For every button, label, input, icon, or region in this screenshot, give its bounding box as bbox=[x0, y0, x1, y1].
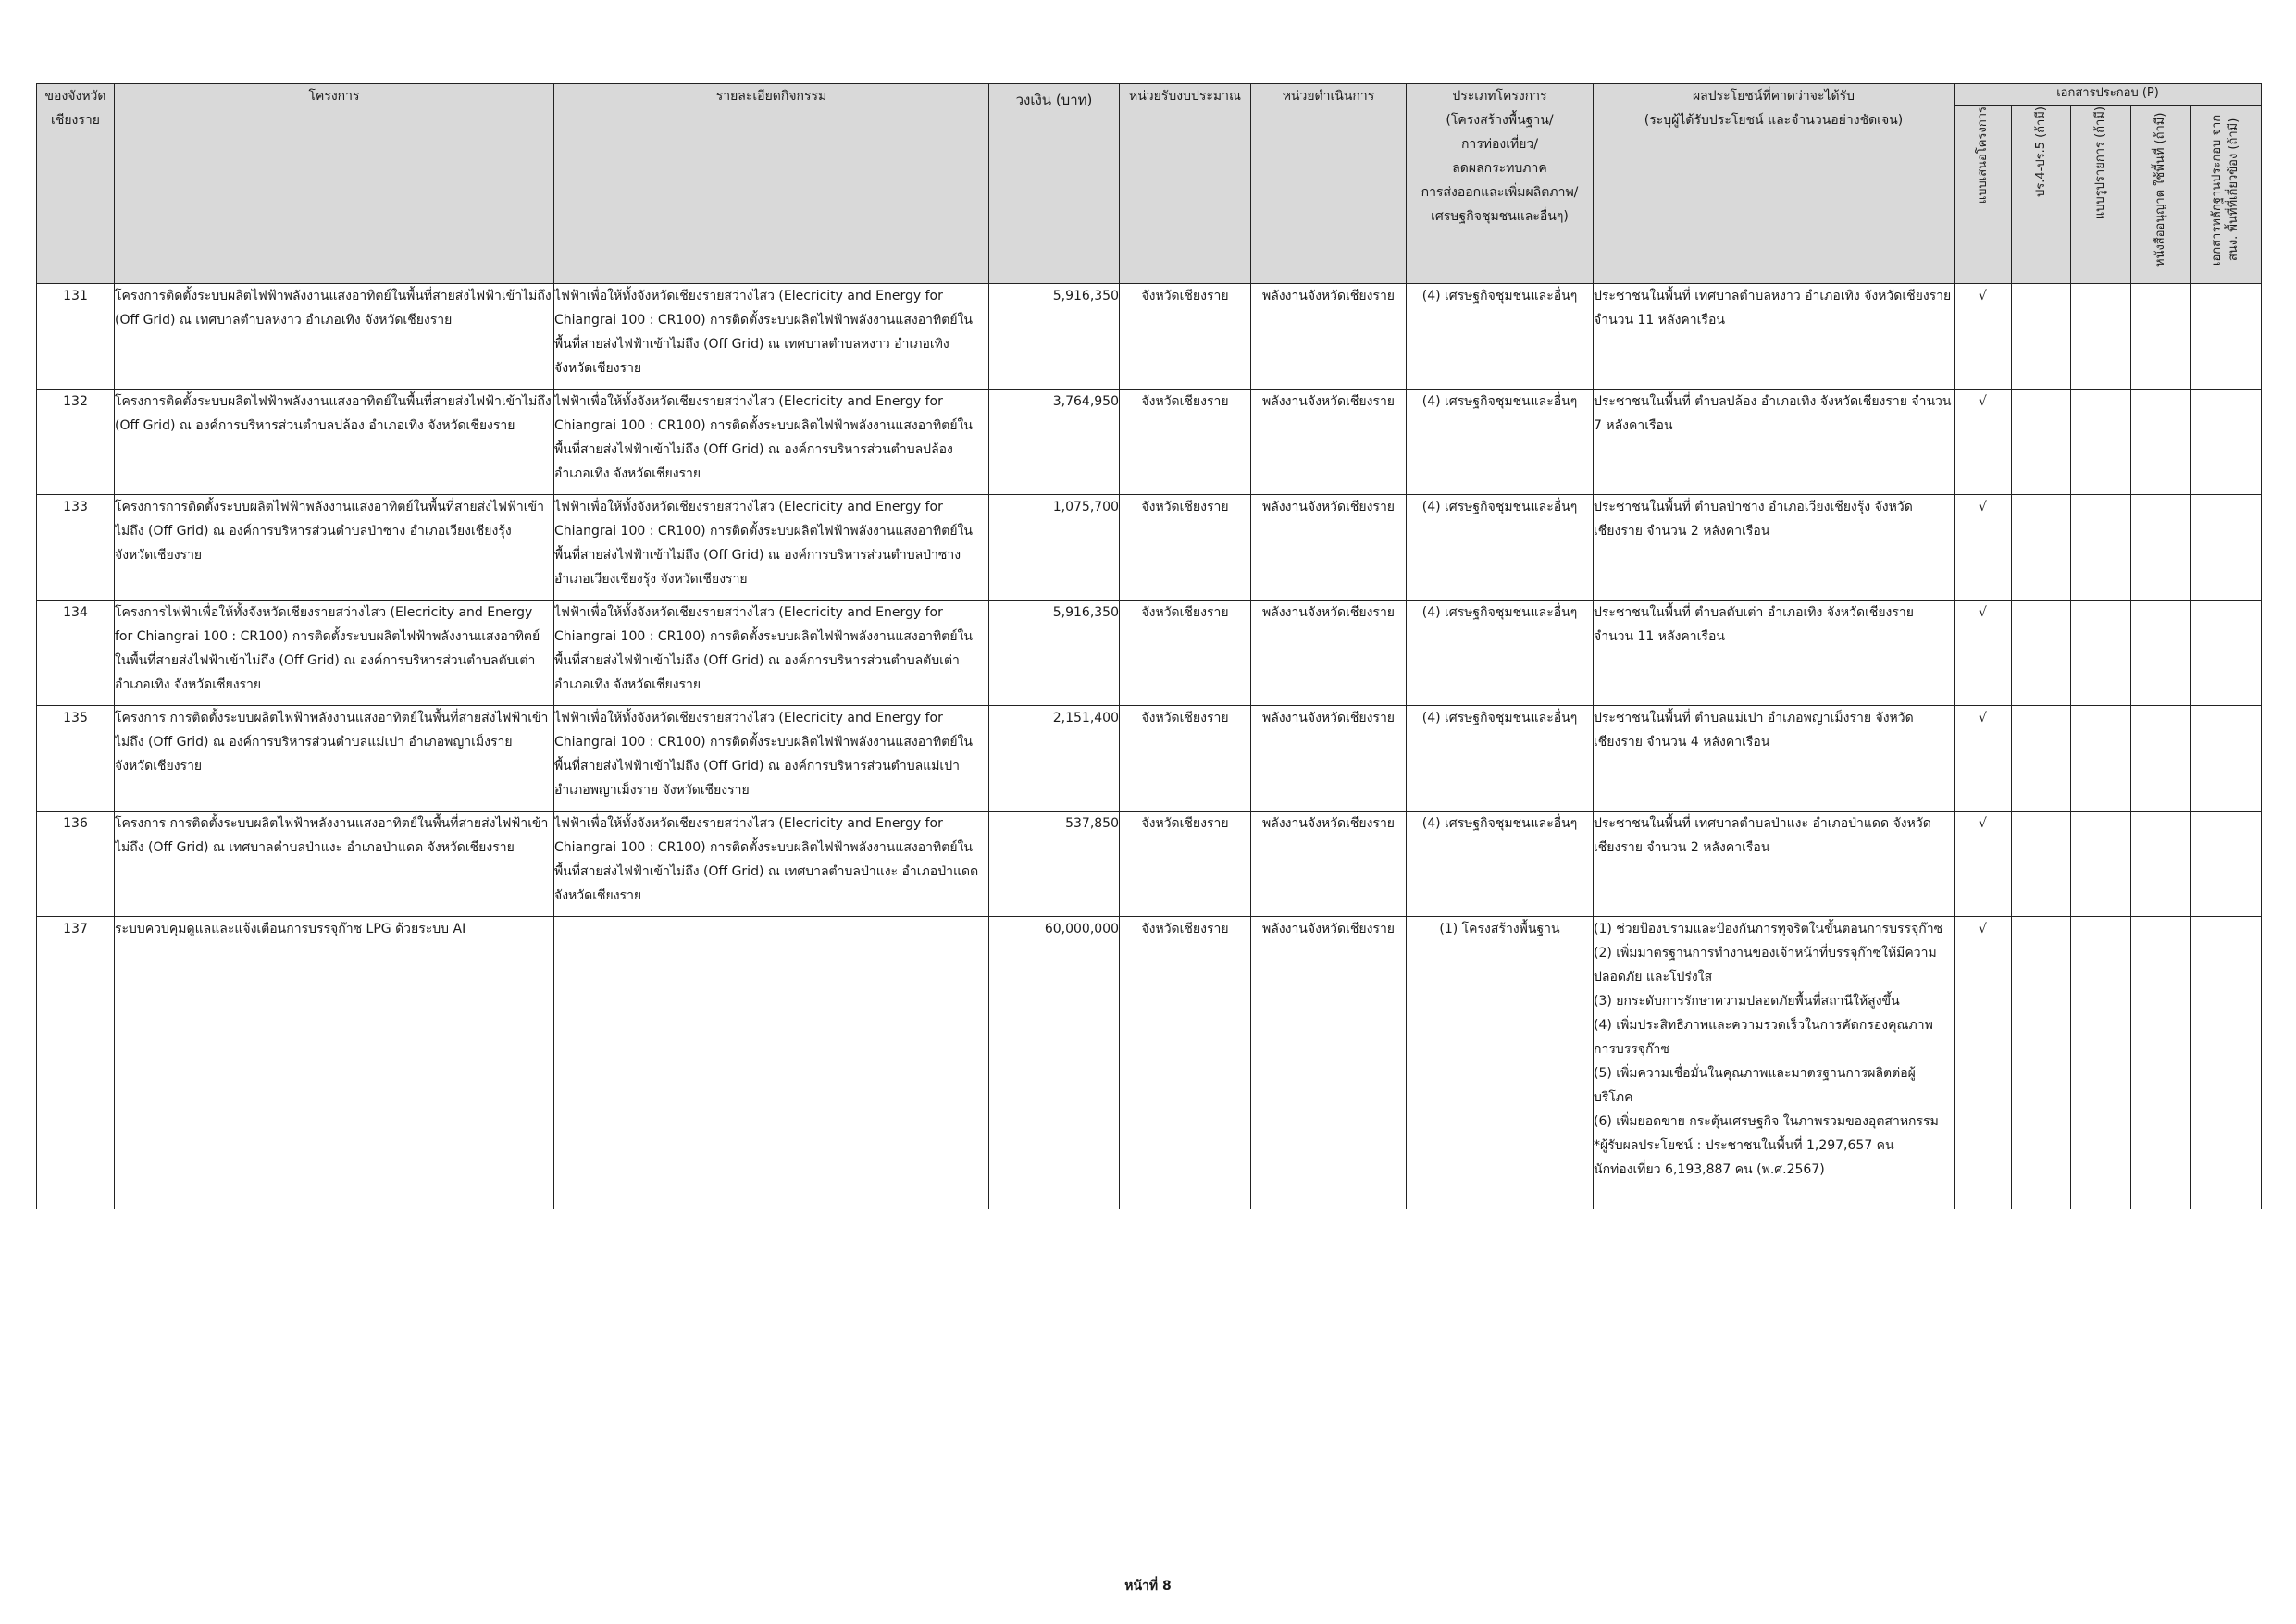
cell-benefit: ประชาชนในพื้นที่ ตำบลป่าซาง อำเภอเวียงเชียงรุ้ง จังหวัดเชียงราย จำนวน 2 หลังคาเรือน bbox=[1594, 495, 1955, 601]
cell-check-proposal: √ bbox=[1955, 390, 2012, 495]
cell-exec-unit: พลังงานจังหวัดเชียงราย bbox=[1251, 495, 1407, 601]
cell-project: โครงการการติดตั้งระบบผลิตไฟฟ้าพลังงานแสงอาทิตย์ในพื้นที่สายส่งไฟฟ้าเข้าไม่ถึง (Off Grid) ณ องค์การบริหารส่วนตำบลป่าซาง อำเภอเวียงเชียงรุ้ง จังหวัดเชียงราย bbox=[115, 495, 554, 601]
table-row bbox=[37, 284, 2262, 390]
header-type: ประเภทโครงการ (โครงสร้างพื้นฐาน/ การท่องเที่ยว/ ลดผลกระทบภาค การส่งออกและเพิ่มผลิตภาพ/ เศรษฐกิจชุมชนและอื่นๆ) bbox=[1407, 84, 1594, 284]
cell-benefit: ประชาชนในพื้นที่ เทศบาลตำบลหงาว อำเภอเทิง จังหวัดเชียงราย จำนวน 11 หลังคาเรือน bbox=[1594, 284, 1955, 390]
table-row bbox=[37, 495, 2262, 601]
cell-exec-unit: พลังงานจังหวัดเชียงราย bbox=[1251, 284, 1407, 390]
cell-doc-drawings bbox=[2071, 390, 2131, 495]
cell-doc-por bbox=[2012, 601, 2071, 706]
header-no: ของจังหวัด เชียงราย bbox=[37, 84, 115, 284]
cell-doc-permit bbox=[2131, 601, 2191, 706]
cell-check-proposal: √ bbox=[1955, 495, 2012, 601]
cell-benefit: ประชาชนในพื้นที่ ตำบลตับเต่า อำเภอเทิง จังหวัดเชียงราย จำนวน 11 หลังคาเรือน bbox=[1594, 601, 1955, 706]
cell-benefit: (1) ช่วยป้องปรามและป้องกันการทุจริตในขั้นตอนการบรรจุก๊าซ (2) เพิ่มมาตรฐานการทำงานของเจ้าหน้าที่บรรจุก๊าซให้มีความปลอดภัย และโปร่งใส (3) ยกระดับการรักษาความปลอดภัยพื้นที่สถานีให้สูงขึ้น (4) เพิ่มประสิทธิภาพและความรวดเร็วในการคัดกรองคุณภาพการบรรจุก๊าซ (5) เพิ่มความเชื่อมั่นในคุณภาพและมาตรฐานการผลิตต่อผู้บริโภค (6) เพิ่มยอดขาย กระตุ้นเศรษฐกิจ ในภาพรวมของอุตสาหกรรม *ผู้รับผลประโยชน์ : ประชาชนในพื้นที่ 1,297,657 คน นักท่องเที่ยว 6,193,887 คน (พ.ศ.2567) bbox=[1594, 917, 1955, 1209]
cell-type: (4) เศรษฐกิจชุมชนและอื่นๆ bbox=[1407, 812, 1594, 917]
header-docs-group: เอกสารประกอบ (P) bbox=[1955, 84, 2262, 106]
cell-type: (4) เศรษฐกิจชุมชนและอื่นๆ bbox=[1407, 601, 1594, 706]
cell-no: 133 bbox=[37, 495, 115, 601]
table-row bbox=[37, 917, 2262, 1209]
cell-project: โครงการ การติดตั้งระบบผลิตไฟฟ้าพลังงานแสงอาทิตย์ในพื้นที่สายส่งไฟฟ้าเข้าไม่ถึง (Off Grid) ณ องค์การบริหารส่วนตำบลแม่เปา อำเภอพญาเม็งราย จังหวัดเชียงราย bbox=[115, 706, 554, 812]
cell-check-proposal: √ bbox=[1955, 284, 2012, 390]
cell-project: โครงการติดตั้งระบบผลิตไฟฟ้าพลังงานแสงอาทิตย์ในพื้นที่สายส่งไฟฟ้าเข้าไม่ถึง (Off Grid) ณ องค์การบริหารส่วนตำบลปล้อง อำเภอเทิง จังหวัดเชียงราย bbox=[115, 390, 554, 495]
cell-check-proposal: √ bbox=[1955, 812, 2012, 917]
cell-doc-drawings bbox=[2071, 495, 2131, 601]
cell-doc-drawings bbox=[2071, 601, 2131, 706]
cell-doc-evidence bbox=[2191, 706, 2262, 812]
cell-exec-unit: พลังงานจังหวัดเชียงราย bbox=[1251, 917, 1407, 1209]
cell-benefit: ประชาชนในพื้นที่ ตำบลปล้อง อำเภอเทิง จังหวัดเชียงราย จำนวน 7 หลังคาเรือน bbox=[1594, 390, 1955, 495]
cell-doc-por bbox=[2012, 495, 2071, 601]
cell-type: (4) เศรษฐกิจชุมชนและอื่นๆ bbox=[1407, 706, 1594, 812]
cell-benefit: ประชาชนในพื้นที่ ตำบลแม่เปา อำเภอพญาเม็งราย จังหวัดเชียงราย จำนวน 4 หลังคาเรือน bbox=[1594, 706, 1955, 812]
cell-detail bbox=[554, 917, 989, 1209]
cell-detail: ไฟฟ้าเพื่อให้ทั้งจังหวัดเชียงรายสว่างไสว (Elecricity and Energy for Chiangrai 100 : CR100) การติดตั้งระบบผลิตไฟฟ้าพลังงานแสงอาทิตย์ในพื้นที่สายส่งไฟฟ้าเข้าไม่ถึง (Off Grid) ณ เทศบาลตำบลป่าแงะ อำเภอป่าแดด จังหวัดเชียงราย bbox=[554, 812, 989, 917]
cell-doc-evidence bbox=[2191, 495, 2262, 601]
cell-doc-evidence bbox=[2191, 917, 2262, 1209]
header-doc-drawings-label: แบบรูปรายการ (ถ้ามี) bbox=[2093, 106, 2107, 220]
table-header bbox=[37, 84, 2262, 284]
header-doc-permit-label: หนังสืออนุญาต ใช้พื้นที่ (ถ้ามี) bbox=[2153, 112, 2167, 267]
cell-doc-drawings bbox=[2071, 706, 2131, 812]
cell-exec-unit: พลังงานจังหวัดเชียงราย bbox=[1251, 390, 1407, 495]
page-number: หน้าที่ 8 bbox=[1124, 1579, 1172, 1593]
cell-budget-unit: จังหวัดเชียงราย bbox=[1120, 284, 1251, 390]
table-row bbox=[37, 706, 2262, 812]
cell-type: (1) โครงสร้างพื้นฐาน bbox=[1407, 917, 1594, 1209]
cell-doc-drawings bbox=[2071, 812, 2131, 917]
cell-detail: ไฟฟ้าเพื่อให้ทั้งจังหวัดเชียงรายสว่างไสว (Elecricity and Energy for Chiangrai 100 : CR100) การติดตั้งระบบผลิตไฟฟ้าพลังงานแสงอาทิตย์ในพื้นที่สายส่งไฟฟ้าเข้าไม่ถึง (Off Grid) ณ องค์การบริหารส่วนตำบลตับเต่า อำเภอเทิง จังหวัดเชียงราย bbox=[554, 601, 989, 706]
cell-check-proposal: √ bbox=[1955, 601, 2012, 706]
cell-doc-por bbox=[2012, 812, 2071, 917]
cell-doc-drawings bbox=[2071, 917, 2131, 1209]
table-row bbox=[37, 812, 2262, 917]
cell-no: 137 bbox=[37, 917, 115, 1209]
cell-doc-permit bbox=[2131, 706, 2191, 812]
cell-no: 131 bbox=[37, 284, 115, 390]
cell-check-proposal: √ bbox=[1955, 706, 2012, 812]
cell-exec-unit: พลังงานจังหวัดเชียงราย bbox=[1251, 706, 1407, 812]
cell-exec-unit: พลังงานจังหวัดเชียงราย bbox=[1251, 601, 1407, 706]
cell-amount: 5,916,350 bbox=[989, 601, 1120, 706]
cell-check-proposal: √ bbox=[1955, 917, 2012, 1209]
cell-amount: 2,151,400 bbox=[989, 706, 1120, 812]
header-amount-label: วงเงิน (บาท) bbox=[1015, 92, 1093, 108]
cell-doc-por bbox=[2012, 706, 2071, 812]
cell-doc-drawings bbox=[2071, 284, 2131, 390]
cell-type: (4) เศรษฐกิจชุมชนและอื่นๆ bbox=[1407, 284, 1594, 390]
cell-doc-permit bbox=[2131, 812, 2191, 917]
header-project: โครงการ bbox=[115, 84, 554, 284]
cell-doc-permit bbox=[2131, 284, 2191, 390]
cell-type: (4) เศรษฐกิจชุมชนและอื่นๆ bbox=[1407, 390, 1594, 495]
header-benefit: ผลประโยชน์ที่คาดว่าจะได้รับ (ระบุผู้ได้รับประโยชน์ และจำนวนอย่างชัดเจน) bbox=[1594, 84, 1955, 284]
cell-no: 136 bbox=[37, 812, 115, 917]
header-doc-evidence bbox=[2191, 106, 2262, 284]
header-detail: รายละเอียดกิจกรรม bbox=[554, 84, 989, 284]
header-doc-drawings bbox=[2071, 106, 2131, 284]
cell-project: โครงการ การติดตั้งระบบผลิตไฟฟ้าพลังงานแสงอาทิตย์ในพื้นที่สายส่งไฟฟ้าเข้าไม่ถึง (Off Grid) ณ เทศบาลตำบลป่าแงะ อำเภอป่าแดด จังหวัดเชียงราย bbox=[115, 812, 554, 917]
header-doc-por bbox=[2012, 106, 2071, 284]
header-doc-evidence-label: เอกสารหลักฐานประกอบ จาก สนง. พื้นที่ที่เกี่ยวข้อง (ถ้ามี) bbox=[2210, 114, 2241, 266]
cell-detail: ไฟฟ้าเพื่อให้ทั้งจังหวัดเชียงรายสว่างไสว (Elecricity and Energy for Chiangrai 100 : CR100) การติดตั้งระบบผลิตไฟฟ้าพลังงานแสงอาทิตย์ในพื้นที่สายส่งไฟฟ้าเข้าไม่ถึง (Off Grid) ณ องค์การบริหารส่วนตำบลปล้อง อำเภอเทิง จังหวัดเชียงราย bbox=[554, 390, 989, 495]
cell-budget-unit: จังหวัดเชียงราย bbox=[1120, 390, 1251, 495]
header-budget-unit: หน่วยรับงบประมาณ bbox=[1120, 84, 1251, 284]
cell-no: 134 bbox=[37, 601, 115, 706]
cell-doc-por bbox=[2012, 917, 2071, 1209]
cell-amount: 60,000,000 bbox=[989, 917, 1120, 1209]
cell-budget-unit: จังหวัดเชียงราย bbox=[1120, 495, 1251, 601]
cell-detail: ไฟฟ้าเพื่อให้ทั้งจังหวัดเชียงรายสว่างไสว (Elecricity and Energy for Chiangrai 100 : CR100) การติดตั้งระบบผลิตไฟฟ้าพลังงานแสงอาทิตย์ในพื้นที่สายส่งไฟฟ้าเข้าไม่ถึง (Off Grid) ณ องค์การบริหารส่วนตำบลแม่เปา อำเภอพญาเม็งราย จังหวัดเชียงราย bbox=[554, 706, 989, 812]
cell-project: ระบบควบคุมดูแลและแจ้งเตือนการบรรจุก๊าซ LPG ด้วยระบบ AI bbox=[115, 917, 554, 1209]
cell-doc-evidence bbox=[2191, 812, 2262, 917]
cell-amount: 5,916,350 bbox=[989, 284, 1120, 390]
project-table bbox=[36, 83, 2262, 1209]
table-body bbox=[37, 284, 2262, 1209]
cell-no: 132 bbox=[37, 390, 115, 495]
cell-doc-evidence bbox=[2191, 284, 2262, 390]
cell-project: โครงการติดตั้งระบบผลิตไฟฟ้าพลังงานแสงอาทิตย์ในพื้นที่สายส่งไฟฟ้าเข้าไม่ถึง (Off Grid) ณ เทศบาลตำบลหงาว อำเภอเทิง จังหวัดเชียงราย bbox=[115, 284, 554, 390]
cell-type: (4) เศรษฐกิจชุมชนและอื่นๆ bbox=[1407, 495, 1594, 601]
cell-benefit: ประชาชนในพื้นที่ เทศบาลตำบลป่าแงะ อำเภอป่าแดด จังหวัดเชียงราย จำนวน 2 หลังคาเรือน bbox=[1594, 812, 1955, 917]
header-exec-unit: หน่วยดำเนินการ bbox=[1251, 84, 1407, 284]
cell-amount: 1,075,700 bbox=[989, 495, 1120, 601]
cell-budget-unit: จังหวัดเชียงราย bbox=[1120, 812, 1251, 917]
header-amount bbox=[989, 84, 1120, 284]
cell-doc-por bbox=[2012, 284, 2071, 390]
header-doc-proposal bbox=[1955, 106, 2012, 284]
cell-amount: 3,764,950 bbox=[989, 390, 1120, 495]
cell-doc-permit bbox=[2131, 917, 2191, 1209]
cell-detail: ไฟฟ้าเพื่อให้ทั้งจังหวัดเชียงรายสว่างไสว (Elecricity and Energy for Chiangrai 100 : CR100) การติดตั้งระบบผลิตไฟฟ้าพลังงานแสงอาทิตย์ในพื้นที่สายส่งไฟฟ้าเข้าไม่ถึง (Off Grid) ณ เทศบาลตำบลหงาว อำเภอเทิง จังหวัดเชียงราย bbox=[554, 284, 989, 390]
header-doc-proposal-label: แบบเสนอโครงการ bbox=[1975, 106, 1990, 205]
cell-doc-evidence bbox=[2191, 601, 2262, 706]
cell-no: 135 bbox=[37, 706, 115, 812]
cell-budget-unit: จังหวัดเชียงราย bbox=[1120, 917, 1251, 1209]
cell-doc-por bbox=[2012, 390, 2071, 495]
cell-amount: 537,850 bbox=[989, 812, 1120, 917]
table-row bbox=[37, 390, 2262, 495]
header-doc-por-label: ปร.4-ปร.5 (ถ้ามี) bbox=[2033, 106, 2048, 197]
header-doc-permit bbox=[2131, 106, 2191, 284]
cell-detail: ไฟฟ้าเพื่อให้ทั้งจังหวัดเชียงรายสว่างไสว (Elecricity and Energy for Chiangrai 100 : CR100) การติดตั้งระบบผลิตไฟฟ้าพลังงานแสงอาทิตย์ในพื้นที่สายส่งไฟฟ้าเข้าไม่ถึง (Off Grid) ณ องค์การบริหารส่วนตำบลป่าซาง อำเภอเวียงเชียงรุ้ง จังหวัดเชียงราย bbox=[554, 495, 989, 601]
cell-doc-evidence bbox=[2191, 390, 2262, 495]
table-row bbox=[37, 601, 2262, 706]
cell-doc-permit bbox=[2131, 495, 2191, 601]
cell-budget-unit: จังหวัดเชียงราย bbox=[1120, 601, 1251, 706]
cell-exec-unit: พลังงานจังหวัดเชียงราย bbox=[1251, 812, 1407, 917]
cell-doc-permit bbox=[2131, 390, 2191, 495]
cell-project: โครงการไฟฟ้าเพื่อให้ทั้งจังหวัดเชียงรายสว่างไสว (Elecricity and Energy for Chiangrai 100 : CR100) การติดตั้งระบบผลิตไฟฟ้าพลังงานแสงอาทิตย์ในพื้นที่สายส่งไฟฟ้าเข้าไม่ถึง (Off Grid) ณ องค์การบริหารส่วนตำบลตับเต่า อำเภอเทิง จังหวัดเชียงราย bbox=[115, 601, 554, 706]
cell-budget-unit: จังหวัดเชียงราย bbox=[1120, 706, 1251, 812]
